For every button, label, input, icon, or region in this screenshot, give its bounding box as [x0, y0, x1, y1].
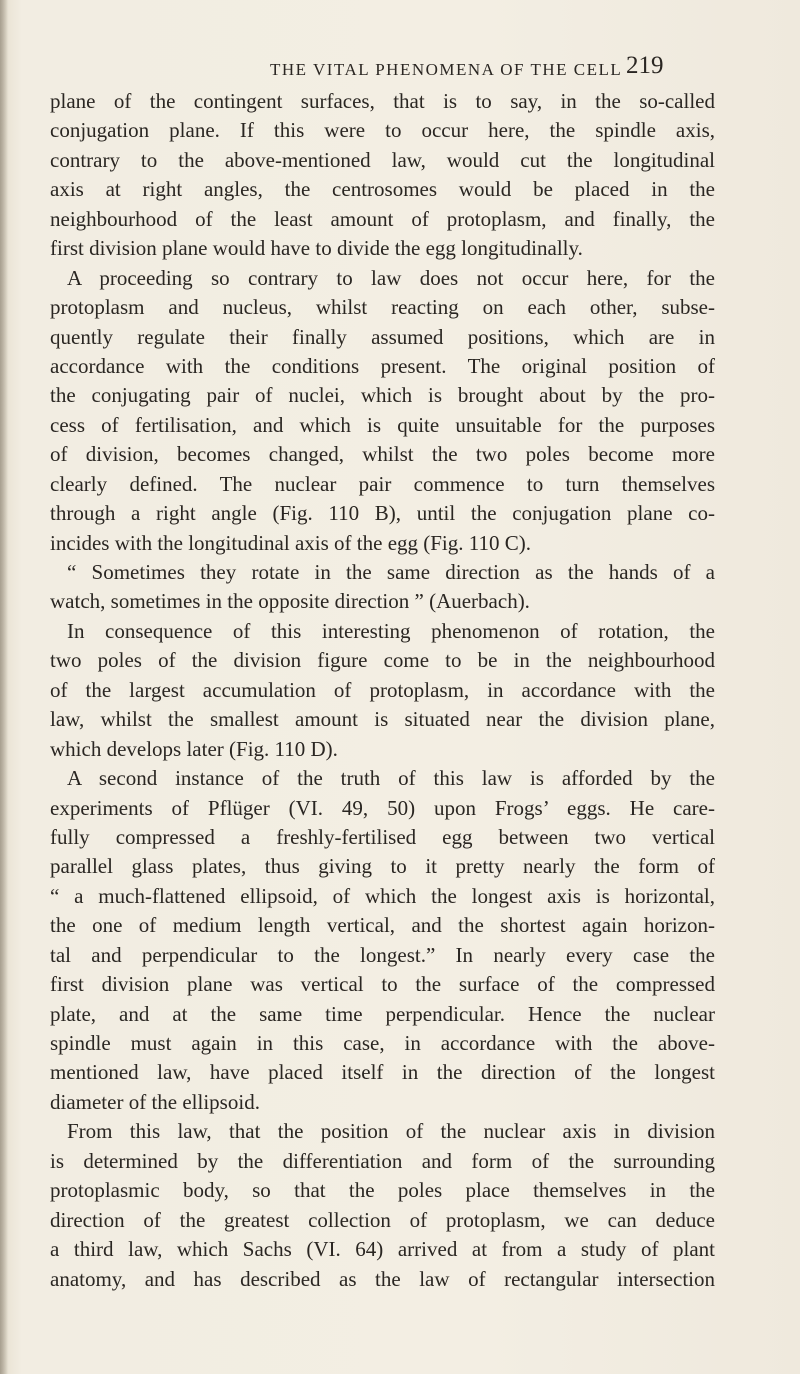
running-header: THE VITAL PHENOMENA OF THE CELL: [270, 60, 623, 79]
text-line: plane of the contingent surfaces, that is to say, in the so-called: [50, 89, 715, 113]
text-line: protoplasmic body, so that the poles place themselves in the: [50, 1178, 715, 1203]
text-line: is determined by the differentiation and form of the surrounding: [50, 1148, 715, 1173]
text-line: tal and perpendicular to the longest.” In nearly every case the: [50, 942, 715, 967]
text-line: mentioned law, have placed itself in the direction of the longest: [50, 1060, 715, 1085]
text-line: plate, and at the same time perpendicular. Hence the nuclear: [50, 1001, 715, 1026]
binding-gutter: [0, 0, 8, 1374]
text-line: law, whilst the smallest amount is situated near the division plane,: [50, 707, 715, 732]
paragraph-start-line: A proceeding so contrary to law does not occur here, for the: [67, 265, 715, 290]
text-line: which develops later (Fig. 110 D).: [50, 736, 338, 761]
text-line: “ a much-flattened ellipsoid, of which the longest axis is horizontal,: [50, 883, 715, 908]
text-line: cess of fertilisation, and which is quite unsuitable for the purposes: [50, 412, 715, 437]
text-line: spindle must again in this case, in accordance with the above-: [50, 1031, 715, 1055]
text-line: neighbourhood of the least amount of protoplasm, and finally, the: [50, 206, 715, 231]
text-line: incides with the longitudinal axis of the egg (Fig. 110 C).: [50, 530, 531, 555]
text-line: parallel glass plates, thus giving to it pretty nearly the form of: [50, 854, 715, 879]
text-line: quently regulate their finally assumed positions, which are in: [50, 324, 715, 349]
text-line: anatomy, and has described as the law of rectangular intersection: [50, 1266, 715, 1291]
paragraph-start-line: In consequence of this interesting phenomenon of rotation, the: [67, 618, 715, 643]
text-line: contrary to the above-mentioned law, would cut the longitudinal: [50, 147, 715, 172]
paragraph-start-line: From this law, that the position of the nuclear axis in division: [67, 1119, 715, 1144]
text-line: experiments of Pflüger (VI. 49, 50) upon Frogs’ eggs. He care-: [50, 795, 715, 820]
text-line: conjugation plane. If this were to occur here, the spindle axis,: [50, 118, 715, 143]
text-line: direction of the greatest collection of protoplasm, we can deduce: [50, 1207, 715, 1232]
page-number: 219: [626, 52, 664, 79]
text-line: the conjugating pair of nuclei, which is brought about by the pro-: [50, 383, 715, 408]
text-line: clearly defined. The nuclear pair commence to turn themselves: [50, 471, 715, 496]
text-line: a third law, which Sachs (VI. 64) arrived at from a study of plant: [50, 1237, 715, 1262]
text-line: first division plane would have to divide the egg longitudinally.: [50, 236, 583, 261]
paragraph-start-line: “ Sometimes they rotate in the same direction as the hands of a: [67, 560, 715, 584]
text-line: of division, becomes changed, whilst the two poles become more: [50, 442, 715, 467]
text-line: diameter of the ellipsoid.: [50, 1089, 260, 1114]
paragraph-start-line: A second instance of the truth of this law is afforded by the: [67, 766, 715, 791]
text-line: first division plane was vertical to the surface of the compressed: [50, 972, 715, 997]
text-line: accordance with the conditions present. The original position of: [50, 353, 715, 378]
text-line: axis at right angles, the centrosomes would be placed in the: [50, 177, 715, 202]
body-text: [50, 87, 715, 1294]
text-line: through a right angle (Fig. 110 B), until the conjugation plane co-: [50, 501, 715, 526]
text-line: the one of medium length vertical, and the shortest again horizon-: [50, 913, 715, 938]
text-line: watch, sometimes in the opposite direction ” (Auerbach).: [50, 589, 530, 614]
text-line: of the largest accumulation of protoplasm, in accordance with the: [50, 677, 715, 702]
text-line: fully compressed a freshly-fertilised egg between two vertical: [50, 824, 715, 849]
text-line: two poles of the division figure come to be in the neighbourhood: [50, 648, 715, 673]
text-line: protoplasm and nucleus, whilst reacting on each other, subse-: [50, 295, 715, 320]
